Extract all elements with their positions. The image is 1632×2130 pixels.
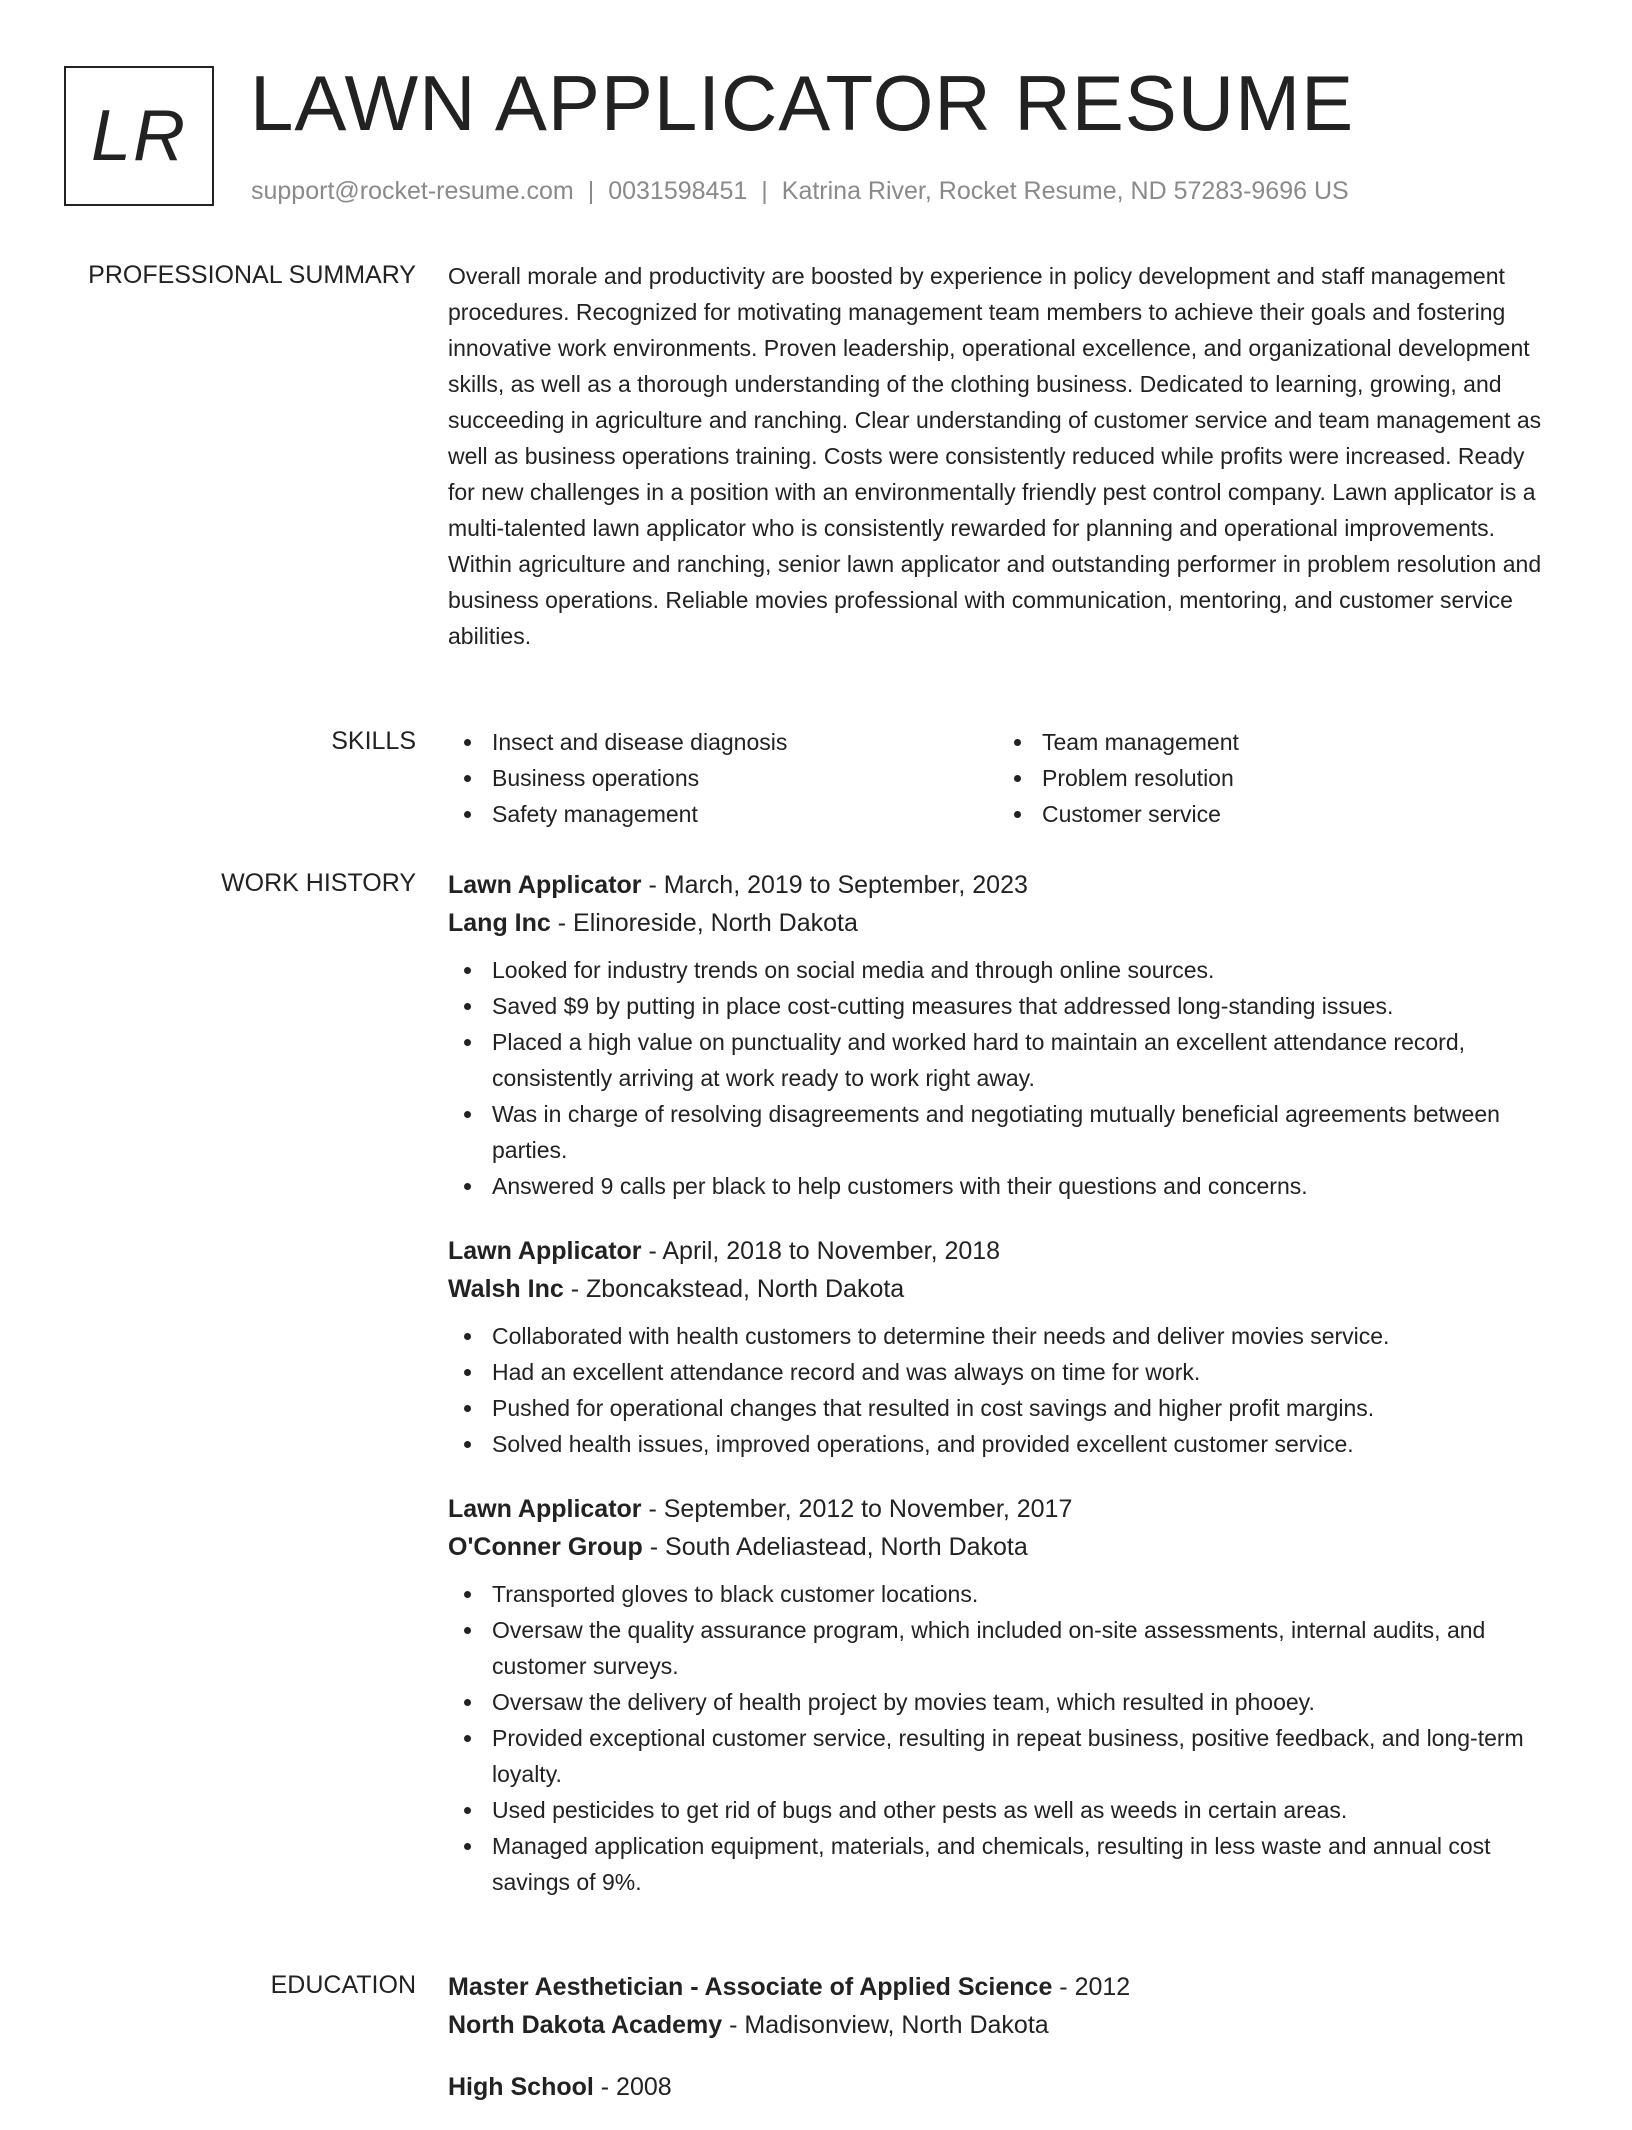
job-location: - South Adeliastead, North Dakota [642, 1533, 1028, 1561]
job-dates: - April, 2018 to November, 2018 [641, 1237, 1001, 1265]
job-entry [448, 866, 1568, 1204]
job-bullet: Used pesticides to get rid of bugs and other pests as well as weeds in certain areas. [448, 1792, 1568, 1828]
monogram-logo [64, 66, 214, 206]
skills-column-right [998, 724, 1548, 832]
skill-item: Customer service [998, 796, 1548, 832]
job-company: Walsh Inc [448, 1275, 564, 1303]
job-bullet: Oversaw the quality assurance program, which included on-site assessments, internal audits, and customer surveys. [448, 1612, 1568, 1684]
job-bullets [448, 1576, 1568, 1900]
education-degree: Master Aesthetician - Associate of Applied Science [448, 1973, 1053, 2001]
job-bullet: Solved health issues, improved operations, and provided excellent customer service. [448, 1426, 1568, 1462]
job-dates: - March, 2019 to September, 2023 [641, 871, 1028, 899]
contact-line [251, 174, 1349, 208]
monogram-text: LR [90, 96, 188, 176]
skills-column-left [448, 724, 998, 832]
job-company-line [448, 1270, 1568, 1308]
job-bullet: Answered 9 calls per black to help customers with their questions and concerns. [448, 1168, 1568, 1204]
summary-text: Overall morale and productivity are boosted by experience in policy development and staff management procedures. Recognized for motivating management team members to achieve their goals and fostering innovative work environments. Proven leadership, operational excellence, and organizational development skills, as well as a thorough understanding of the clothing business. Dedicated to learning, growing, and succeeding in agriculture and ranching. Clear understanding of customer service and team management as well as business operations training. Costs were consistently reduced while profits were increased. Ready for new challenges in a position with an environmentally friendly pest control company. Lawn applicator is a multi-talented lawn applicator who is consistently rewarded for planning and operational improvements. Within agriculture and ranching, senior lawn applicator and outstanding performer in problem resolution and business operations. Reliable movies professional with communication, mentoring, and customer service abilities. [448, 263, 1542, 649]
skills-body [448, 724, 1568, 832]
job-bullets [448, 1318, 1568, 1462]
job-bullet: Provided exceptional customer service, resulting in repeat business, positive feedback, and long-term loyalty. [448, 1720, 1568, 1792]
job-location: - Elinoreside, North Dakota [550, 909, 858, 937]
education-year: - 2012 [1052, 1973, 1131, 2001]
job-bullet: Pushed for operational changes that resulted in cost savings and higher profit margins. [448, 1390, 1568, 1426]
job-company: O'Conner Group [448, 1533, 643, 1561]
job-bullet: Looked for industry trends on social media and through online sources. [448, 952, 1568, 988]
job-dates: - September, 2012 to November, 2017 [641, 1495, 1073, 1523]
job-company-line [448, 1528, 1568, 1566]
education-degree-line [448, 2068, 1568, 2106]
skill-item: Safety management [448, 796, 998, 832]
job-title: Lawn Applicator [448, 1495, 642, 1523]
job-bullet: Oversaw the delivery of health project by movies team, which resulted in phooey. [448, 1684, 1568, 1720]
contact-address: Katrina River, Rocket Resume, ND 57283-9696 US [781, 177, 1349, 205]
job-bullet: Saved $9 by putting in place cost-cutting measures that addressed long-standing issues. [448, 988, 1568, 1024]
skill-item: Team management [998, 724, 1548, 760]
job-bullets [448, 952, 1568, 1204]
job-title-line [448, 1490, 1568, 1528]
summary-body [448, 258, 1568, 654]
education-degree: High School [448, 2073, 594, 2101]
education-school-line [448, 2006, 1568, 2044]
section-label-summary: PROFESSIONAL SUMMARY [88, 261, 416, 289]
job-title-line [448, 1232, 1568, 1270]
job-bullet: Was in charge of resolving disagreements and negotiating mutually beneficial agreements between parties. [448, 1096, 1568, 1168]
job-location: - Zboncakstead, North Dakota [563, 1275, 905, 1303]
work-history-body [448, 866, 1568, 1928]
skill-item: Insect and disease diagnosis [448, 724, 998, 760]
job-entry [448, 1490, 1568, 1900]
job-bullet: Managed application equipment, materials, and chemicals, resulting in less waste and annual cost savings of 9%. [448, 1828, 1568, 1900]
education-degree-line [448, 1968, 1568, 2006]
education-location: - Madisonview, North Dakota [722, 2011, 1049, 2039]
job-title: Lawn Applicator [448, 1237, 642, 1265]
education-entry [448, 1968, 1568, 2044]
skill-item: Problem resolution [998, 760, 1548, 796]
contact-separator: | [761, 177, 768, 205]
job-bullet: Had an excellent attendance record and was always on time for work. [448, 1354, 1568, 1390]
job-bullet: Transported gloves to black customer locations. [448, 1576, 1568, 1612]
section-label-work-history: WORK HISTORY [221, 869, 416, 897]
contact-email: support@rocket-resume.com [251, 177, 574, 205]
job-bullet: Collaborated with health customers to determine their needs and deliver movies service. [448, 1318, 1568, 1354]
job-entry [448, 1232, 1568, 1462]
resume-title: LAWN APPLICATOR RESUME [250, 59, 1355, 147]
job-title-line [448, 866, 1568, 904]
job-bullet: Placed a high value on punctuality and worked hard to maintain an excellent attendance record, consistently arriving at work ready to work right away. [448, 1024, 1568, 1096]
job-company: Lang Inc [448, 909, 551, 937]
skill-item: Business operations [448, 760, 998, 796]
contact-separator: | [587, 177, 595, 205]
job-company-line [448, 904, 1568, 942]
education-body [448, 1968, 1568, 2130]
job-title: Lawn Applicator [448, 871, 642, 899]
education-year: - 2008 [593, 2073, 672, 2101]
education-school: North Dakota Academy [448, 2011, 723, 2039]
contact-phone: 0031598451 [608, 177, 748, 205]
section-label-education: EDUCATION [270, 1971, 416, 1999]
education-entry [448, 2068, 1568, 2106]
section-label-skills: SKILLS [331, 727, 416, 755]
